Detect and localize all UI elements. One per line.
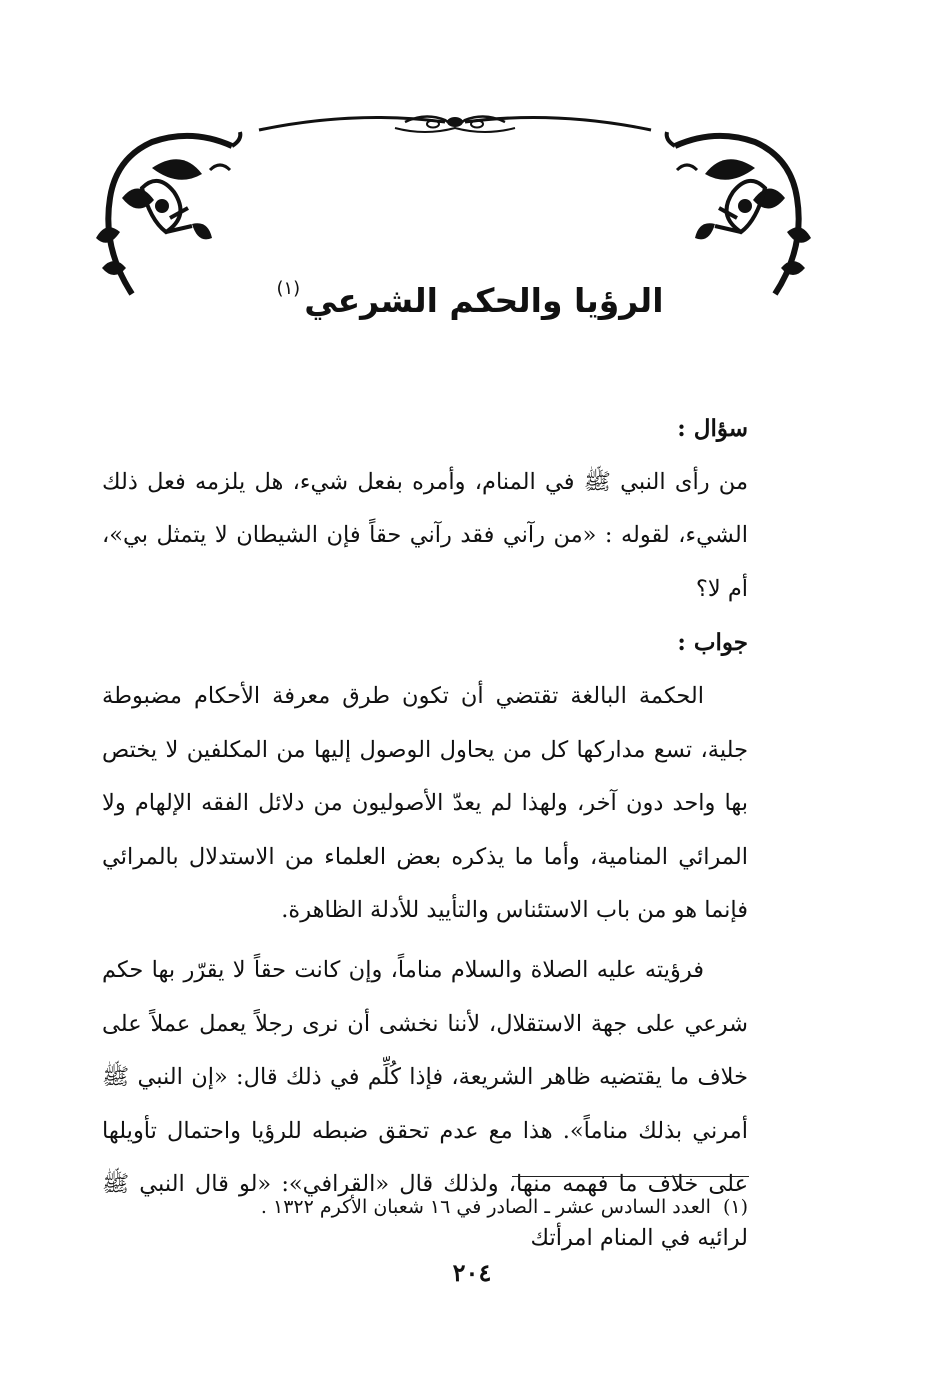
question-label: سؤال : [677, 415, 748, 442]
page-number: ٢٠٤ [452, 1258, 492, 1287]
article-body [102, 402, 748, 1266]
title-footnote-marker: (١) [276, 278, 301, 300]
question-text: من رأى النبي ﷺ في المنام، وأمره بفعل شيء، هل يلزمه فعل ذلك الشيء، لقوله : «من رآني فقد رآني حقاً فإن الشيطان لا يتمثل بي»، أم لا؟ [102, 468, 748, 602]
footnote [102, 1193, 748, 1221]
footnote-text: العدد السادس عشر ـ الصادر في ١٦ شعبان الأكرم ١٣٢٢ . [260, 1196, 711, 1218]
answer-paragraph-2: فرؤيته عليه الصلاة والسلام مناماً، وإن كانت حقاً لا يقرّر بها حكم شرعي على جهة الاستقلال، لأننا نخشى أن نرى رجلاً يعمل عملاً على خلاف ما يقتضيه ظاهر الشريعة، فإذا كُلِّم في ذلك قال: «إن النبي ﷺ أمرني بذلك مناماً». هذا مع عدم تحقق ضبطه للرؤيا واحتمال تأويلها على خلاف ما فهمه منها، ولذلك قال «القرافي»: «لو قال النبي ﷺ لرائيه في المنام امرأتك [102, 956, 748, 1251]
footnote-marker: (١) [722, 1196, 748, 1218]
article-title-text: الرؤيا والحكم الشرعي [304, 281, 664, 321]
header-ornament-line [255, 106, 655, 142]
footnote-separator [512, 1176, 749, 1177]
article-title [200, 267, 740, 323]
answer-label: جواب : [677, 629, 748, 657]
answer-paragraph-1: الحكمة البالغة تقتضي أن تكون طرق معرفة الأحكام مضبوطة جلية، تسع مداركها كل من يحاول الوصول إليها من المكلفين لا يختص بها واحد دون آخر، ولهذا لم يعدّ الأصوليون من دلائل الفقه الإلهام ولا المرائي المنامية، وأما ما يذكره بعض العلماء من الاستدلال بالمرائي فإنما هو من باب الاستئناس والتأييد للأدلة الظاهرة. [102, 682, 748, 924]
